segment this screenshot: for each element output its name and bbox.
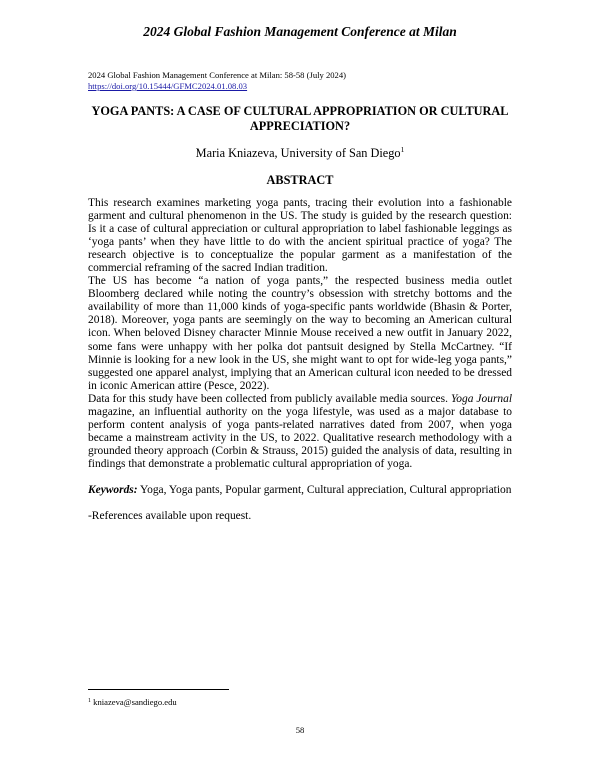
keywords-label: Keywords: (88, 483, 138, 496)
keywords-text: Yoga, Yoga pants, Popular garment, Cultural appreciation, Cultural appropriation (137, 483, 512, 496)
keywords (88, 484, 512, 497)
abstract-paragraph-2: The US has become “a nation of yoga pants,” the respected business media outlet Bloomberg declared while noting the country’s obsession with stretchy bottoms and the availability of more than 11,000 kinds of yoga-specific pants worldwide (Bhasin & Porter, 2018). Moreover, yoga pants are seemingly on the way to becoming an American cultural icon. When beloved Disney character Minnie Mouse received a new outfit in January 2022, some fans were unhappy with her polka dot pantsuit designed by Stella McCartney. “If Minnie is looking for a new look in the US, she might want to opt for wide-leg yoga pants,” suggested one apparel analyst, implying that an American cultural icon needed to be dressed in iconic American attire (Pesce, 2022). (88, 275, 512, 392)
abstract-paragraph-3: Data for this study have been collected from publicly available media sources. Yoga Journal magazine, an influential authority on the yoga lifestyle, was used as a major database to perform content analysis of yoga pants-related narratives dated from 2007, when yoga became a mainstream activity in the US, to 2022. Qualitative research methodology with a grounded theory approach (Corbin & Strauss, 2015) guided the analysis of data, resulting in findings that demonstrate a problematic cultural appropriation of yoga. (88, 392, 513, 470)
doi-link[interactable]: https://doi.org/10.15444/GFMC2024.01.08.03 (88, 81, 248, 91)
abstract-body (88, 197, 512, 523)
abstract-paragraph-1: This research examines marketing yoga pants, tracing their evolution into a fashionable garment and cultural phenomenon in the US. The study is guided by the research question: Is it a case of cultural appreciation or cultural appropriation to label fashionable leggings as ‘yoga pants’ when they have little to do with the ancient spiritual practice of yoga? The research objective is to conceptualize the popular garment as a manifestation of the commercial reframing of the sacred Indian tradition. (88, 197, 512, 275)
citation-block (88, 70, 346, 92)
author-name: Maria Kniazeva, University of San Diego (195, 146, 401, 160)
journal-name: Yoga Journal (450, 392, 513, 405)
references-note: -References available upon request. (88, 510, 252, 523)
footnote (88, 697, 177, 707)
citation-line: 2024 Global Fashion Management Conference at Milan: 58-58 (July 2024) (88, 70, 346, 80)
conference-header: 2024 Global Fashion Management Conference at Milan (143, 24, 457, 39)
paper-title: YOGA PANTS: A CASE OF CULTURAL APPROPRIATION OR CULTURAL APPRECIATION? (91, 104, 509, 133)
footnote-divider (88, 689, 229, 690)
footnote-email: kniazeva@sandiego.edu (91, 697, 177, 707)
author-line (88, 146, 512, 161)
footnote-mark: 1 (88, 698, 91, 704)
author-footnote-mark: 1 (400, 145, 405, 154)
page-number: 58 (295, 725, 305, 735)
abstract-heading: ABSTRACT (266, 173, 334, 187)
